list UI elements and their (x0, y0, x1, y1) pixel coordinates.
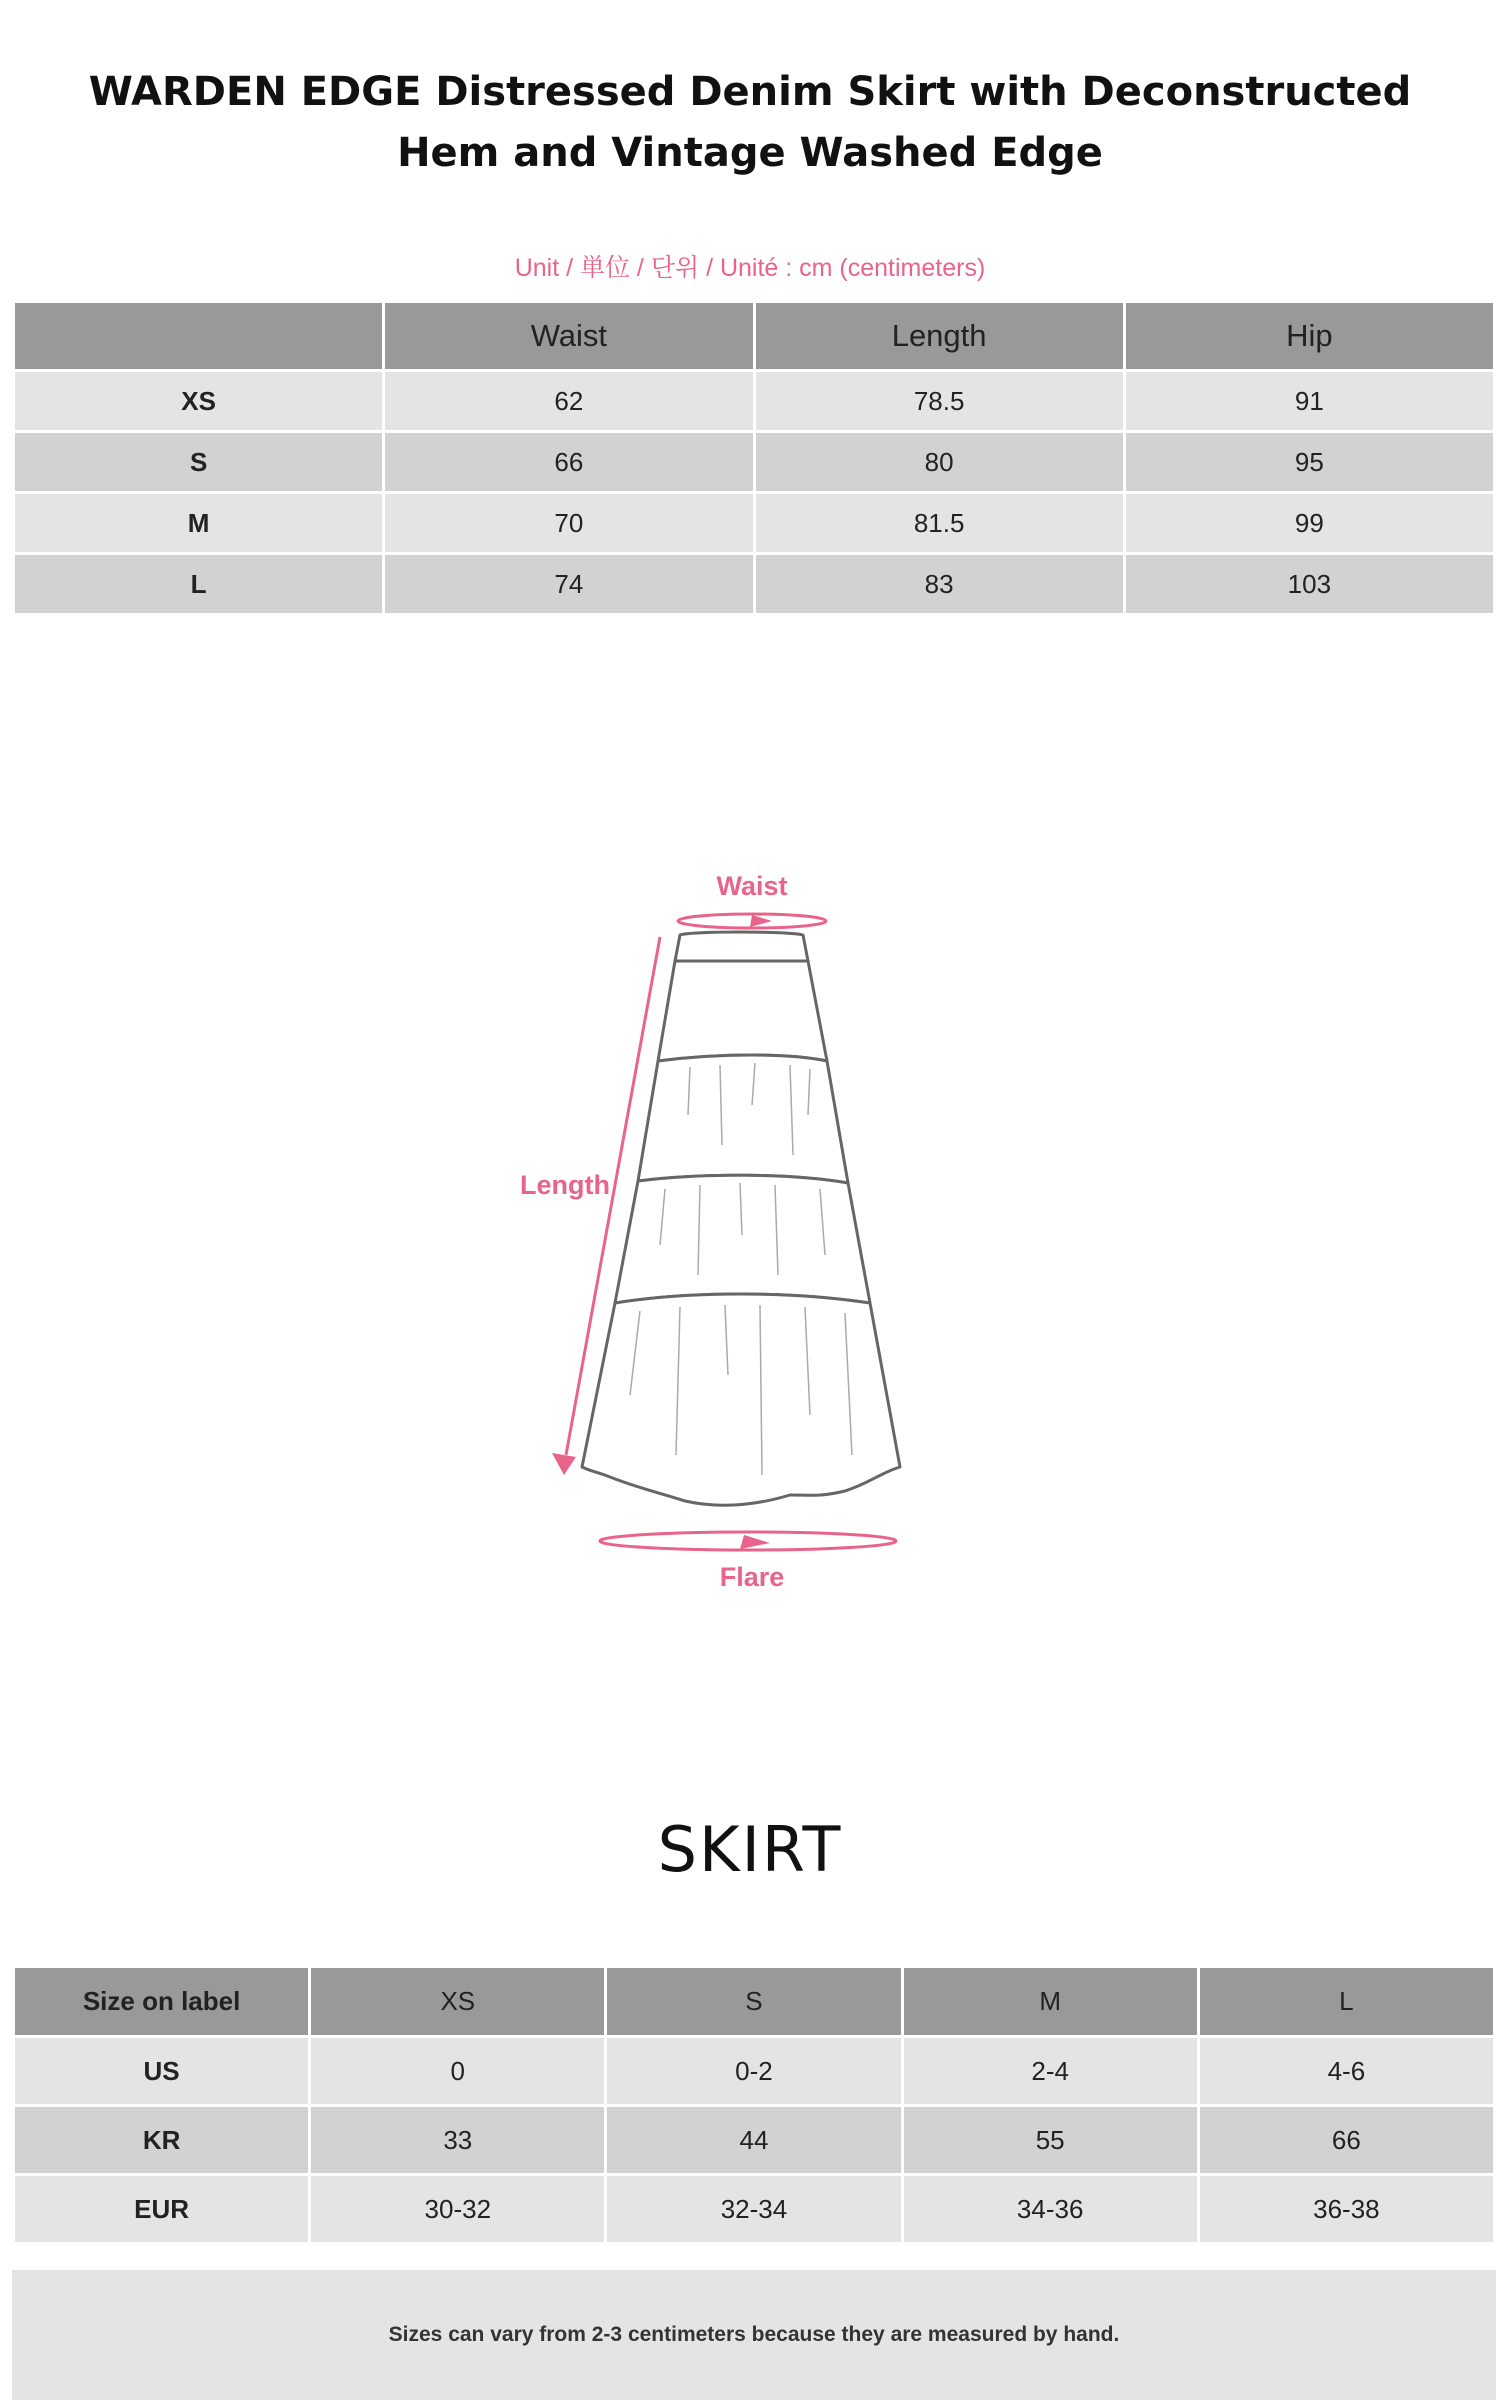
length-cell: 81.5 (756, 494, 1123, 552)
size-value-cell: 55 (904, 2107, 1197, 2173)
flare-arrow-icon (600, 1532, 896, 1550)
conversion-header-row (15, 1968, 1493, 2035)
conversion-header-l: L (1200, 1968, 1493, 2035)
size-value-cell: 33 (311, 2107, 604, 2173)
measurement-table (12, 300, 1496, 616)
size-value-cell: 34-36 (904, 2176, 1197, 2242)
size-value-cell: 66 (1200, 2107, 1493, 2173)
flare-label: Flare (719, 1562, 785, 1592)
region-cell: US (15, 2038, 308, 2104)
waist-cell: 62 (385, 372, 752, 430)
skirt-measurement-diagram (490, 855, 950, 1595)
skirt-illustration-icon (582, 932, 900, 1505)
waist-cell: 70 (385, 494, 752, 552)
measurement-row-xs (15, 372, 1493, 430)
size-value-cell: 0-2 (607, 2038, 900, 2104)
measurement-disclaimer: Sizes can vary from 2-3 centimeters because they are measured by hand. (12, 2270, 1496, 2400)
length-label: Length (520, 1170, 610, 1200)
measurement-row-s (15, 433, 1493, 491)
measurement-header-row (15, 303, 1493, 369)
measurement-row-m (15, 494, 1493, 552)
size-value-cell: 2-4 (904, 2038, 1197, 2104)
region-cell: EUR (15, 2176, 308, 2242)
measurement-header-length: Length (756, 303, 1123, 369)
conversion-header-s: S (607, 1968, 900, 2035)
size-cell: XS (15, 372, 382, 430)
conversion-row-us (15, 2038, 1493, 2104)
size-conversion-table (12, 1965, 1496, 2245)
length-cell: 78.5 (756, 372, 1123, 430)
size-cell: L (15, 555, 382, 613)
size-value-cell: 4-6 (1200, 2038, 1493, 2104)
measurement-header-waist: Waist (385, 303, 752, 369)
section-title: SKIRT (657, 1813, 843, 1886)
size-cell: M (15, 494, 382, 552)
waist-label: Waist (716, 871, 788, 901)
waist-arrow-icon (678, 914, 826, 928)
size-value-cell: 30-32 (311, 2176, 604, 2242)
hip-cell: 103 (1126, 555, 1493, 613)
size-value-cell: 0 (311, 2038, 604, 2104)
unit-note: Unit / 単位 / 단위 / Unité : cm (centimeters) (514, 254, 986, 282)
length-cell: 80 (756, 433, 1123, 491)
size-value-cell: 32-34 (607, 2176, 900, 2242)
hip-cell: 91 (1126, 372, 1493, 430)
conversion-header-xs: XS (311, 1968, 604, 2035)
waist-cell: 66 (385, 433, 752, 491)
measurement-header-hip: Hip (1126, 303, 1493, 369)
size-value-cell: 44 (607, 2107, 900, 2173)
size-value-cell: 36-38 (1200, 2176, 1493, 2242)
measurement-header-corner (15, 303, 382, 369)
hip-cell: 99 (1126, 494, 1493, 552)
waist-cell: 74 (385, 555, 752, 613)
conversion-row-eur (15, 2176, 1493, 2242)
product-title: WARDEN EDGE Distressed Denim Skirt with Deconstructed Hem and Vintage Washed Edge (88, 69, 1412, 176)
length-cell: 83 (756, 555, 1123, 613)
region-cell: KR (15, 2107, 308, 2173)
measurement-row-l (15, 555, 1493, 613)
conversion-header-m: M (904, 1968, 1197, 2035)
hip-cell: 95 (1126, 433, 1493, 491)
conversion-header-label: Size on label (15, 1968, 308, 2035)
conversion-row-kr (15, 2107, 1493, 2173)
size-cell: S (15, 433, 382, 491)
